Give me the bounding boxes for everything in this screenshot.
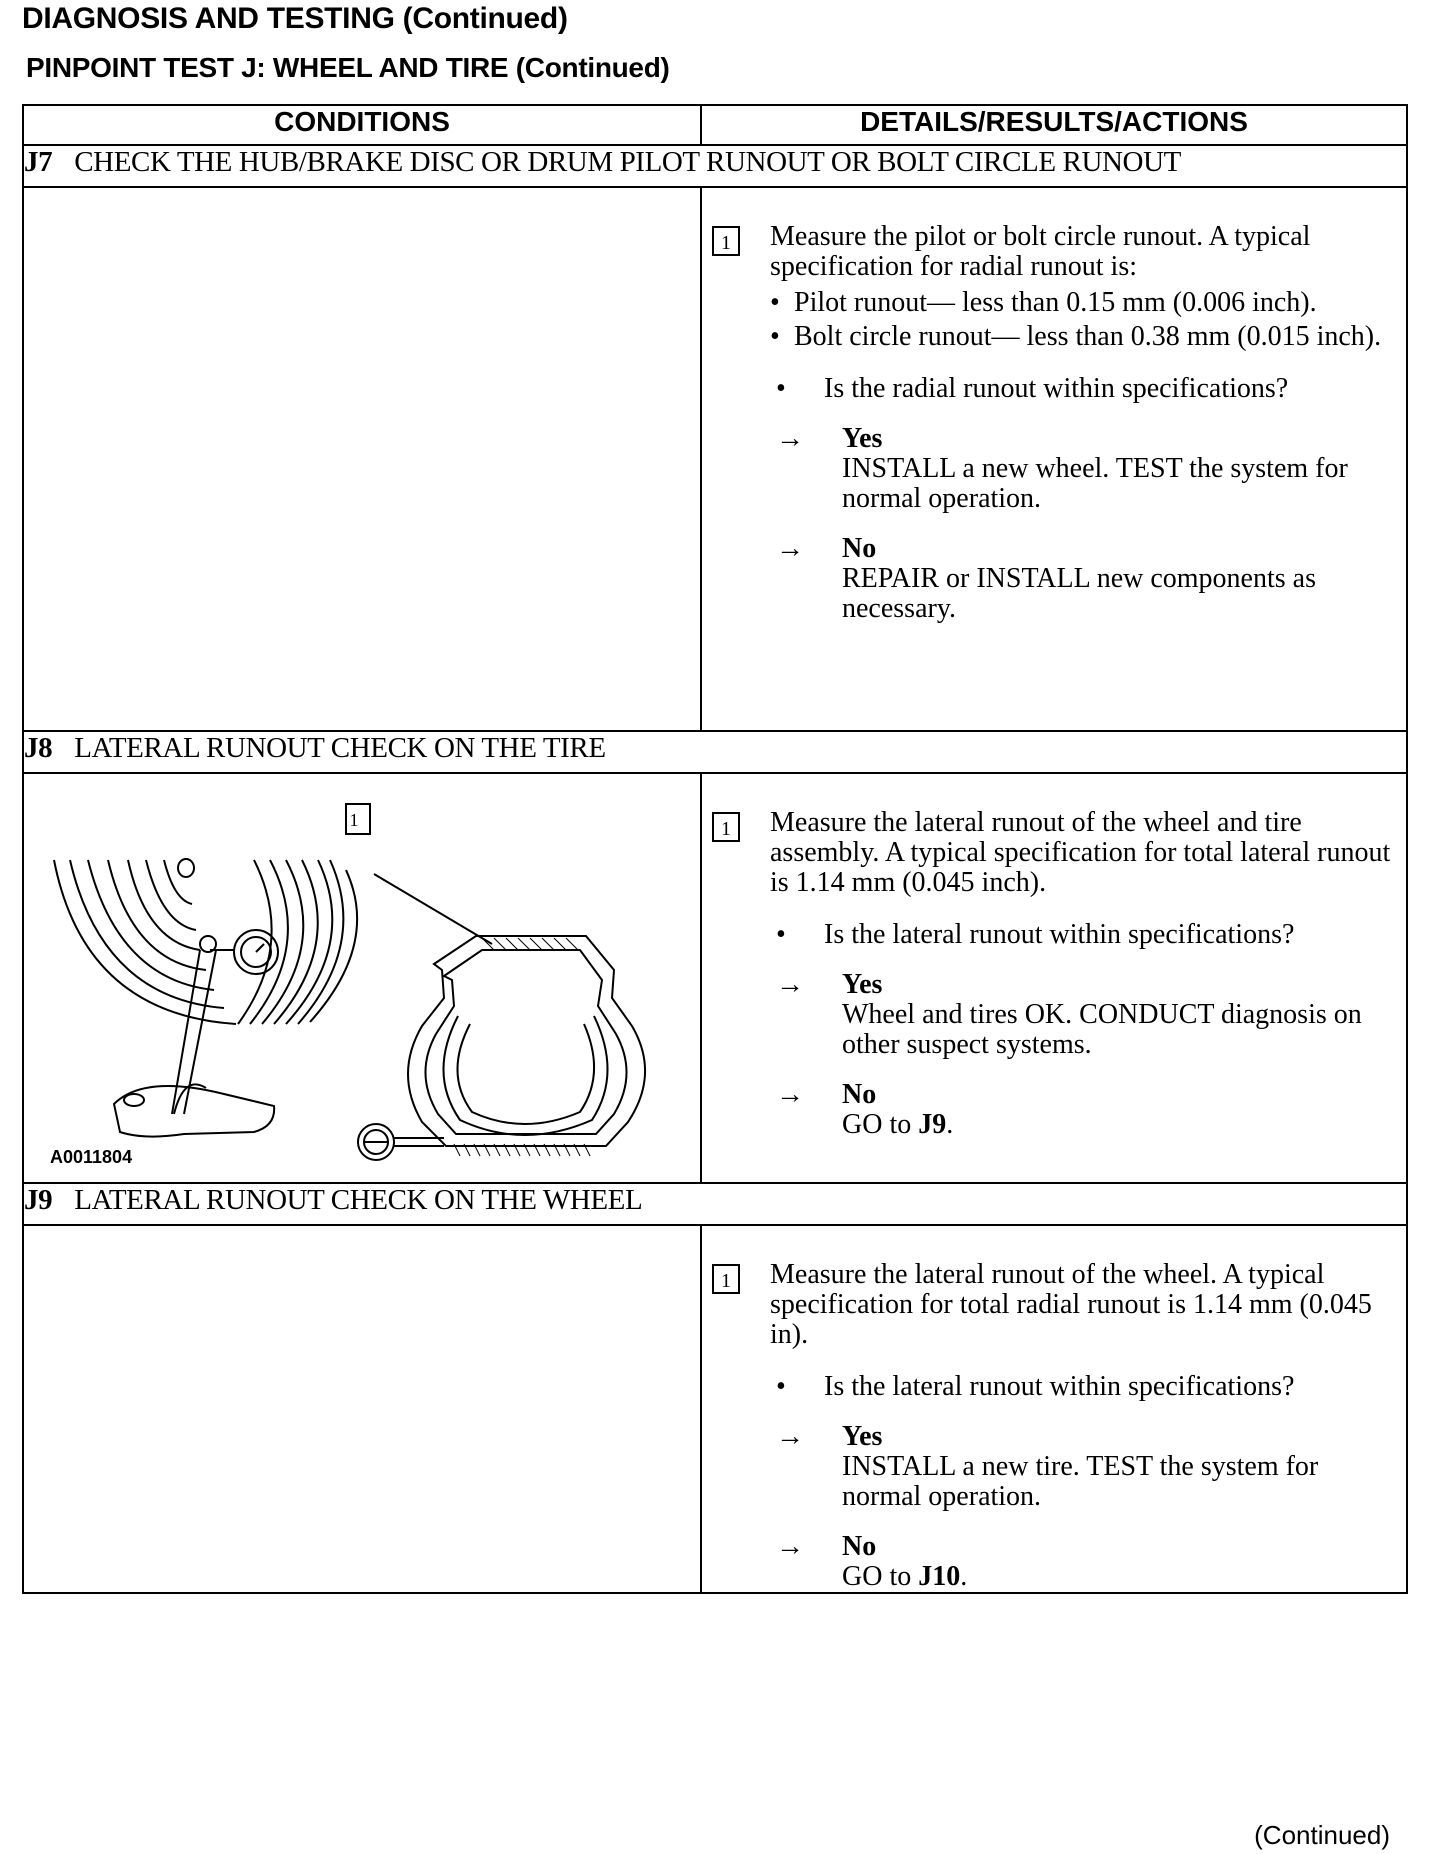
step-body-j7 <box>23 187 1407 731</box>
instruction-text: Measure the lateral runout of the wheel. A typical specification for total radial runout is 1.14 mm (0.045 in). <box>770 1259 1372 1350</box>
spec-item: • Bolt circle runout— less than 0.38 mm (0.015 inch). <box>770 322 1392 352</box>
no-label: No <box>842 1079 877 1110</box>
details-cell <box>701 187 1407 731</box>
step-number-box: 1 <box>712 226 740 256</box>
page-title: DIAGNOSIS AND TESTING (Continued) <box>22 2 568 35</box>
step-header-j7 <box>23 145 1407 187</box>
continued-note: (Continued) <box>1254 1820 1390 1850</box>
yes-answer <box>776 970 1392 1060</box>
details-cell <box>701 1225 1407 1593</box>
step-number-box: 1 <box>712 812 740 842</box>
no-label: No <box>842 533 877 564</box>
conditions-column-header: CONDITIONS <box>23 105 701 145</box>
step-header-j9 <box>23 1183 1407 1225</box>
pinpoint-test-title: PINPOINT TEST J: WHEEL AND TIRE (Continued) <box>26 52 670 83</box>
arrow-right-icon: → <box>776 1079 804 1110</box>
step-reference-link: J10 <box>918 1561 961 1592</box>
no-answer <box>776 534 1392 624</box>
step-id: J9 <box>24 1184 53 1216</box>
step-title: LATERAL RUNOUT CHECK ON THE TIRE <box>74 732 606 764</box>
step-title: LATERAL RUNOUT CHECK ON THE WHEEL <box>74 1184 643 1216</box>
question-text: • Is the radial runout within specifications? <box>776 374 1392 404</box>
yes-label: Yes <box>842 1421 883 1452</box>
step-title: CHECK THE HUB/BRAKE DISC OR DRUM PILOT RUNOUT OR BOLT CIRCLE RUNOUT <box>74 146 1181 178</box>
arrow-right-icon: → <box>776 1421 804 1452</box>
step-header-j8 <box>23 731 1407 773</box>
step-number-box: 1 <box>712 1264 740 1294</box>
step-title-cell <box>23 731 1407 773</box>
no-action-suffix: . <box>946 1109 954 1140</box>
spec-list <box>770 288 1392 352</box>
details-cell <box>701 773 1407 1183</box>
spec-item: • Pilot runout— less than 0.15 mm (0.006 inch). <box>770 288 1392 318</box>
yes-answer <box>776 424 1392 514</box>
no-answer <box>776 1080 1392 1140</box>
yes-action: INSTALL a new tire. TEST the system for normal operation. <box>842 1451 1319 1512</box>
yes-answer <box>776 1422 1392 1512</box>
conditions-cell-figure <box>23 773 701 1183</box>
yes-label: Yes <box>842 423 883 454</box>
step-content <box>702 188 1406 624</box>
step-body-j8 <box>23 773 1407 1183</box>
instruction-text: Measure the pilot or bolt circle runout. A typical specification for radial runout is: <box>770 221 1311 282</box>
yes-label: Yes <box>842 969 883 1000</box>
figure-step-number: 1 <box>349 810 359 830</box>
instruction-text: Measure the lateral runout of the wheel and tire assembly. A typical specification for total lateral runout is 1.14 mm (0.045 inch). <box>770 807 1391 898</box>
no-action-prefix: GO to <box>842 1561 919 1592</box>
conditions-cell-empty <box>23 1225 701 1593</box>
no-action <box>842 1109 953 1140</box>
no-action <box>842 1561 967 1592</box>
conditions-cell-empty <box>23 187 701 731</box>
arrow-right-icon: → <box>776 423 804 454</box>
no-answer <box>776 1532 1392 1592</box>
yes-action: INSTALL a new wheel. TEST the system for normal operation. <box>842 453 1348 514</box>
arrow-right-icon: → <box>776 533 804 564</box>
step-content <box>702 1226 1406 1592</box>
step-body-j9 <box>23 1225 1407 1593</box>
step-id: J7 <box>24 146 53 178</box>
question-text: • Is the lateral runout within specifications? <box>776 920 1392 950</box>
no-action: REPAIR or INSTALL new components as necessary. <box>842 563 1316 624</box>
no-action-prefix: GO to <box>842 1109 919 1140</box>
no-label: No <box>842 1531 877 1562</box>
step-id: J8 <box>24 732 53 764</box>
pinpoint-test-table <box>22 104 1408 1594</box>
details-column-header: DETAILS/RESULTS/ACTIONS <box>701 105 1407 145</box>
step-reference-link: J9 <box>918 1109 947 1140</box>
question-text: • Is the lateral runout within specifications? <box>776 1372 1392 1402</box>
arrow-right-icon: → <box>776 969 804 1000</box>
column-header-row <box>23 105 1407 145</box>
yes-action: Wheel and tires OK. CONDUCT diagnosis on other suspect systems. <box>842 999 1362 1060</box>
no-action-suffix: . <box>960 1561 968 1592</box>
step-title-cell <box>23 1183 1407 1225</box>
figure-id-label: A0011804 <box>50 1147 133 1167</box>
arrow-right-icon: → <box>776 1531 804 1562</box>
step-content <box>702 774 1406 1140</box>
runout-gauge-illustration <box>24 774 698 1180</box>
step-title-cell <box>23 145 1407 187</box>
